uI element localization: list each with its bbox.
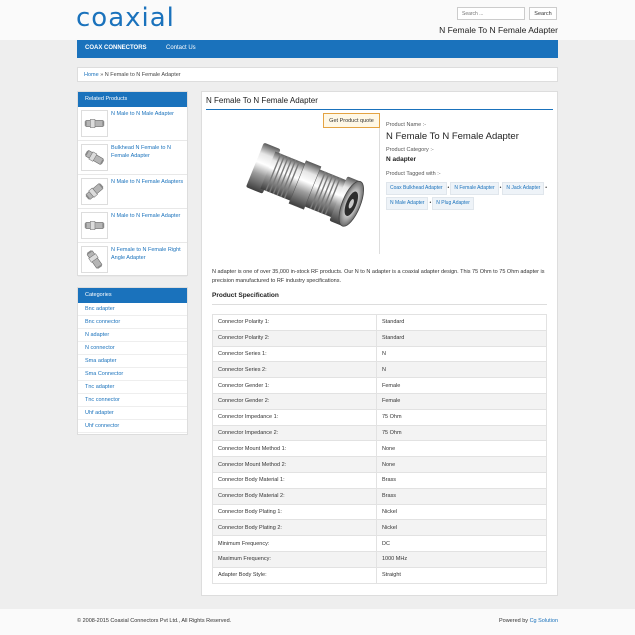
- footer-powered-link[interactable]: Cg Solution: [529, 618, 558, 624]
- spec-value: N: [377, 346, 547, 362]
- search-button[interactable]: Search: [529, 7, 557, 20]
- spec-key: Connector Mount Method 2:: [213, 457, 377, 473]
- search-input[interactable]: [457, 7, 525, 20]
- category-link[interactable]: Bnc connector: [78, 316, 187, 329]
- spec-value: Standard: [377, 315, 547, 331]
- related-product-link[interactable]: N Female to N Female Right Angle Adapter: [111, 247, 181, 261]
- spec-value: Brass: [377, 472, 547, 488]
- bulkhead-adapter-thumb[interactable]: [81, 144, 108, 171]
- site-footer: [0, 609, 635, 635]
- footer-copyright: © 2008-2015 Coaxial Connectors Pvt Ltd., All Rights Reserved.: [77, 618, 232, 624]
- site-header: [0, 0, 635, 40]
- breadcrumb: [77, 67, 558, 82]
- spec-title: Product Specification: [212, 292, 279, 299]
- spec-row: [213, 378, 547, 394]
- spec-value: 75 Ohm: [377, 425, 547, 441]
- product-category-label: Product Category :-: [386, 147, 434, 153]
- spec-key: Adapter Body Style:: [213, 567, 377, 583]
- category-link[interactable]: Tnc connector: [78, 394, 187, 407]
- related-products-panel: [77, 91, 188, 276]
- spec-row: [213, 567, 547, 583]
- category-link[interactable]: Uhf connector: [78, 420, 187, 433]
- product-tags-label: Product Tagged with :-: [386, 171, 441, 177]
- category-link[interactable]: N connector: [78, 342, 187, 355]
- product-tag[interactable]: Coax Bulkhead Adapter: [386, 182, 447, 195]
- image-divider: [379, 116, 380, 254]
- spec-row: [213, 346, 547, 362]
- spec-value: None: [377, 457, 547, 473]
- spec-row: [213, 441, 547, 457]
- category-link[interactable]: Bnc adapter: [78, 303, 187, 316]
- spec-row: [213, 488, 547, 504]
- spec-row: [213, 425, 547, 441]
- spec-value: DC: [377, 536, 547, 552]
- spec-key: Maximum Frequency:: [213, 551, 377, 567]
- spec-value: Standard: [377, 330, 547, 346]
- product-tag[interactable]: N Plug Adapter: [432, 197, 474, 210]
- spec-key: Connector Polarity 1:: [213, 315, 377, 331]
- product-title: N Female To N Female Adapter: [206, 96, 553, 110]
- categories-title: Categories: [78, 288, 187, 303]
- spec-row: [213, 457, 547, 473]
- product-description: N adapter is one of over 35,000 in-stock RF products. Our N to N adapter is a coaxial adapter design. This 75 Ohm to 75 Ohm adapter is precision manufactured to RF industry specifications.: [212, 269, 545, 284]
- product-tag[interactable]: N Jack Adapter: [502, 182, 544, 195]
- product-name-label: Product Name :-: [386, 122, 427, 128]
- spec-key: Minimum Frequency:: [213, 536, 377, 552]
- category-link[interactable]: N adapter: [78, 329, 187, 342]
- spec-key: Connector Body Plating 1:: [213, 504, 377, 520]
- n-male-female-thumb-2[interactable]: [81, 212, 108, 239]
- category-link[interactable]: Sma adapter: [78, 355, 187, 368]
- spec-value: Brass: [377, 488, 547, 504]
- spec-row: [213, 330, 547, 346]
- spec-value: Straight: [377, 567, 547, 583]
- related-products-list: [78, 107, 187, 277]
- spec-value: Nickel: [377, 520, 547, 536]
- spec-key: Connector Body Plating 2:: [213, 520, 377, 536]
- nav-item-coax-connectors[interactable]: COAX CONNECTORS: [85, 45, 147, 51]
- product-tag[interactable]: N Male Adapter: [386, 197, 428, 210]
- spec-key: Connector Body Material 2:: [213, 488, 377, 504]
- spec-value: N: [377, 362, 547, 378]
- spec-row: [213, 362, 547, 378]
- related-product-item[interactable]: [78, 209, 187, 243]
- product-image: [222, 118, 392, 258]
- spec-divider: [212, 304, 547, 305]
- spec-value: Female: [377, 393, 547, 409]
- tag-separator: •: [499, 185, 502, 191]
- breadcrumb-separator: »: [100, 72, 104, 78]
- right-angle-thumb[interactable]: [81, 246, 108, 273]
- category-link[interactable]: Tnc adapter: [78, 381, 187, 394]
- footer-powered: [499, 618, 558, 624]
- spec-key: Connector Mount Method 1:: [213, 441, 377, 457]
- related-product-item[interactable]: [78, 107, 187, 141]
- related-product-link[interactable]: N Male to N Male Adapter: [111, 111, 174, 117]
- spec-value: None: [377, 441, 547, 457]
- product-info: [386, 122, 556, 211]
- spec-key: Connector Body Material 1:: [213, 472, 377, 488]
- product-tag[interactable]: N Female Adapter: [450, 182, 498, 195]
- spec-key: Connector Series 2:: [213, 362, 377, 378]
- get-quote-button[interactable]: Get Product quote: [323, 113, 380, 128]
- related-product-link[interactable]: N Male to N Female Adapters: [111, 179, 184, 185]
- categories-list: [78, 303, 187, 433]
- spec-table: [212, 314, 547, 584]
- spec-key: Connector Polarity 2:: [213, 330, 377, 346]
- spec-row: [213, 393, 547, 409]
- spec-value: 75 Ohm: [377, 409, 547, 425]
- nav-item-contact-us[interactable]: Contact Us: [166, 45, 196, 51]
- spec-row: [213, 504, 547, 520]
- header-page-title: N Female To N Female Adapter: [439, 25, 558, 35]
- n-male-adapter-thumb[interactable]: [81, 110, 108, 137]
- related-product-link[interactable]: N Male to N Female Adapter: [111, 213, 181, 219]
- related-product-item[interactable]: [78, 141, 187, 175]
- related-products-title: Related Products: [78, 92, 187, 107]
- product-name: N Female To N Female Adapter: [386, 131, 519, 142]
- breadcrumb-home-link[interactable]: Home: [84, 72, 99, 78]
- spec-key: Connector Impedance 1:: [213, 409, 377, 425]
- spec-value: 1000 MHz: [377, 551, 547, 567]
- tag-separator: •: [429, 200, 432, 206]
- n-male-female-thumb[interactable]: [81, 178, 108, 205]
- spec-key: Connector Series 1:: [213, 346, 377, 362]
- spec-row: [213, 409, 547, 425]
- category-link[interactable]: Sma Connector: [78, 368, 187, 381]
- breadcrumb-current: N Female to N Female Adapter: [104, 72, 181, 78]
- spec-row: [213, 472, 547, 488]
- tag-separator: •: [545, 185, 548, 191]
- spec-value: Nickel: [377, 504, 547, 520]
- categories-panel: [77, 287, 188, 435]
- spec-value: Female: [377, 378, 547, 394]
- spec-row: [213, 520, 547, 536]
- product-category: N adapter: [386, 156, 416, 163]
- tag-separator: •: [447, 185, 450, 191]
- related-product-item[interactable]: [78, 175, 187, 209]
- spec-key: Connector Gender 1:: [213, 378, 377, 394]
- spec-key: Connector Impedance 2:: [213, 425, 377, 441]
- spec-row: [213, 551, 547, 567]
- spec-row: [213, 536, 547, 552]
- site-logo[interactable]: coaxial: [76, 3, 175, 33]
- category-link[interactable]: Uhf adapter: [78, 407, 187, 420]
- spec-key: Connector Gender 2:: [213, 393, 377, 409]
- main-nav: [77, 40, 558, 58]
- product-tags: [386, 181, 554, 211]
- related-product-link[interactable]: Bulkhead N Female to N Female Adapter: [111, 145, 171, 159]
- spec-row: [213, 315, 547, 331]
- footer-powered-label: Powered by: [498, 618, 529, 624]
- product-panel: [201, 91, 558, 596]
- related-product-item[interactable]: [78, 243, 187, 277]
